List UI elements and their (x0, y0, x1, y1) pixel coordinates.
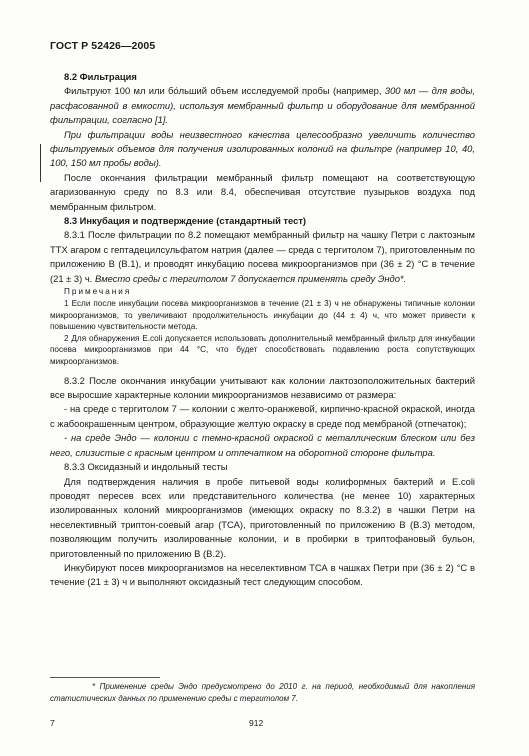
list-item-italic: - на среде Эндо — колонии с темно-красной окраской с металлическим блеском или без него, слизистые с красным центром и отпечатком на оборотной стороне фильтра. (50, 432, 475, 458)
section-title-8-2: 8.2 Фильтрация (64, 71, 137, 82)
page-number: 7 (50, 718, 55, 728)
section-title-8-3: 8.3 Инкубация и подтверждение (стандартный тест) (64, 215, 307, 227)
document-header: ГОСТ Р 52426—2005 (50, 40, 156, 52)
paragraph: Инкубируют посев микроорганизмов на неселективном ТСА в чашках Петри при (36 ± 2) °С в течение (21 ± 3) ч и выполняют оксидазный тест следующим способом. (50, 561, 475, 588)
paragraph: После окончания фильтрации мембранный фильтр помещают на соответствующую агаризованную среду по 8.3 или 8.4, обеспечивая отсутствие пузырьков воздуха под мембранным фильтром. (50, 171, 475, 212)
text-run-italic: 300 мл — для воды, расфасованной в емкости), используя мембранный фильтр и оборудование для мембранной фильтрации, согласно [1]. (50, 85, 476, 126)
notes-heading: Примечания (64, 287, 132, 297)
paragraph (50, 84, 475, 127)
text-run: Фильтруют 100 мл или бо́льший объем исследуемой пробы (например, (64, 85, 382, 97)
paragraph (50, 228, 475, 286)
footnote: * Применение среды Эндо предусмотрено до 2010 г. на период, необходимый для накопления статистических данных по применению среды с тергитолом 7. (50, 682, 475, 703)
paragraph-italic: При фильтрации воды неизвестного качества целесообразно увеличить количество фильтруемых объемов для получения изолированных колоний на фильтре (например 10, 40, 100, 150 мл пробы воды). (50, 128, 475, 169)
paragraph: 8.3.2 После окончания инкубации учитывают как колонии лактозоположительных бактерий все выросшие характерные колонии микроорганизмов независимо от размера: (50, 374, 475, 401)
sheet-number: 912 (249, 718, 264, 728)
list-item: - на среде с тергитолом 7 — колонии с желто-оранжевой, кирпично-красной окраской, иногда с жабоокрашенным центром, образующие желтую окраску в среде под мембраной (отпечаток); (50, 403, 475, 429)
section-title-8-3-3: 8.3.3 Оксидазный и индольный тесты (64, 461, 228, 473)
text-run: 8.3.1 После фильтрации по 8.2 помещают мембранный фильтр на чашку Петри с лактозным ТТХ агаром с гептадецилсульфатом натрия (далее — среда с тергитолом 7), приготовленным по приложению В (В.1), и проводят инкубацию посева микроорганизмов при (36 ± 2) °С в течение (21 ± 3) ч. (50, 229, 475, 284)
document-body (50, 70, 475, 590)
note-1: 1 Если после инкубации посева микроорганизмов в течение (21 ± 3) ч не обнаружены типичные колонии микроорганизмов, то увеличивают продолжительность инкубации до (44 ± 4) ч, что может привести к повышению чувствительности метода. (50, 299, 475, 332)
note-2: 2 Для обнаружения E.coli допускается использовать дополнительный мембранный фильтр для инкубации посева микроорганизмов при 44 °С, что будет способствовать подавлению роста сопутствующих микроорганизмов. (50, 333, 475, 367)
change-bar (40, 144, 41, 182)
paragraph: Для подтверждения наличия в пробе питьевой воды колиформных бактерий и E.coli проводят пересев всех или представительного количества (не менее 10) характерных изолированных колоний микроорганизмов (имеющих окраску по 8.3.2) в чашки Петри на неселективный триптон-соевый агар (ТСА), приготовленный по приложению В (В.3) методом, позволяющим получить изолированные колонии, и в пробирки в триптофановый бульон, приготовленный по приложению В (В.2). (50, 475, 475, 559)
footnote-divider (50, 677, 160, 678)
text-run-italic: Вместо среды с тергитолом 7 допускается применять среду Эндо*. (94, 272, 407, 284)
